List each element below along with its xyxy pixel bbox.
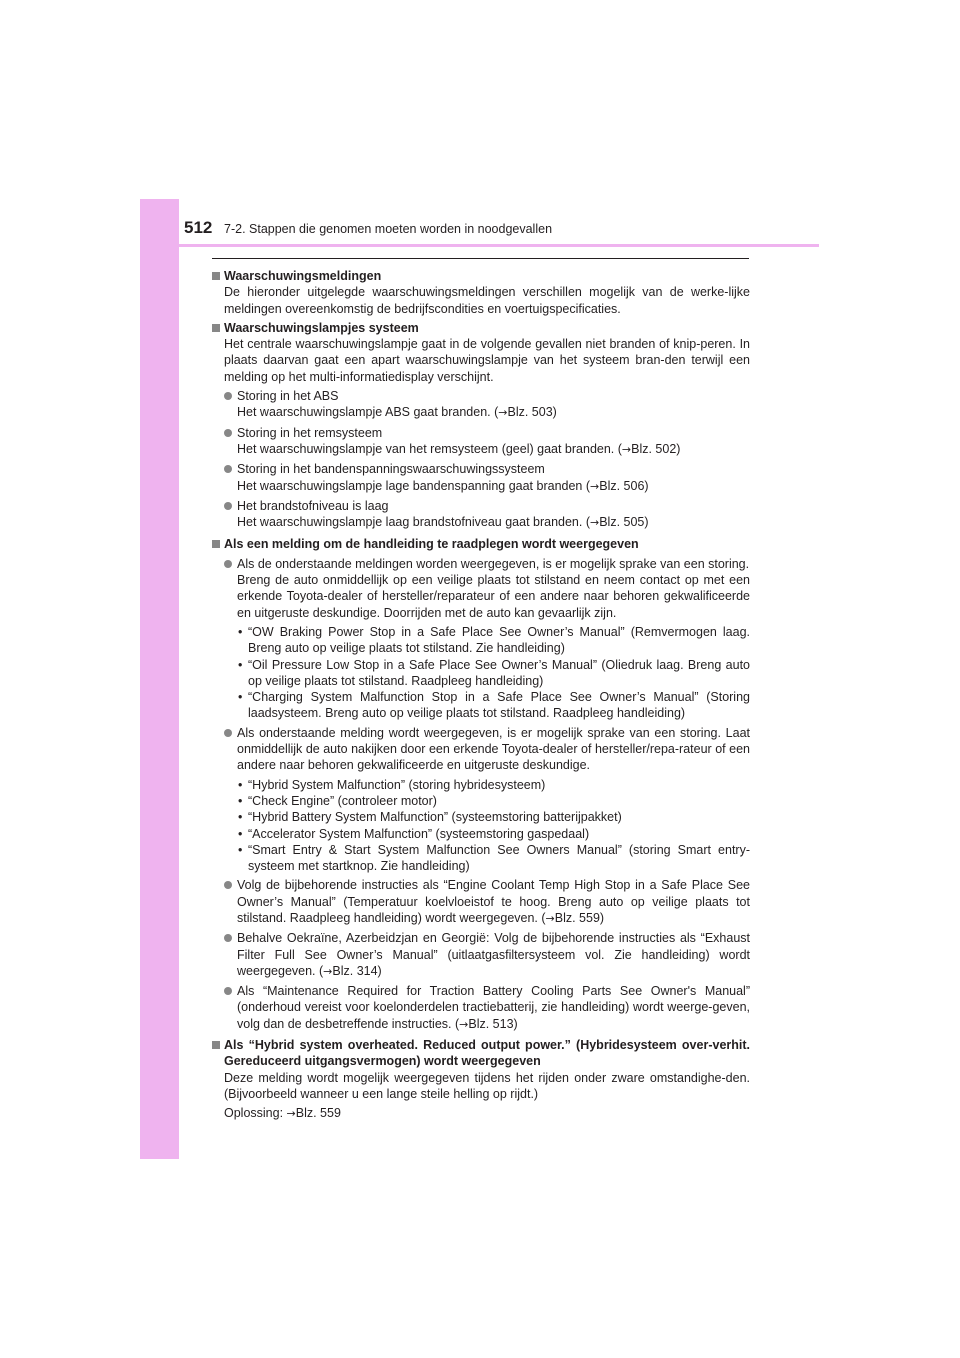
paragraph: De hieronder uitgelegde waarschuwingsmeldingen verschillen mogelijk van de werke-lijke meldingen overeenkomstig de bedrijfscondities en voertuigspecificaties. bbox=[224, 285, 750, 316]
list-item bbox=[224, 983, 750, 1033]
list-item bbox=[224, 725, 750, 774]
arrow-right-icon: → bbox=[323, 964, 333, 978]
item-text: Het waarschuwingslampje van het remsysteem (geel) gaat branden. (→Blz. 502) bbox=[237, 441, 681, 456]
square-bullet-icon bbox=[212, 1041, 220, 1049]
list-item bbox=[224, 877, 750, 927]
bullet-marker: • bbox=[238, 657, 243, 672]
page-reference[interactable]: Blz. 513) bbox=[468, 1016, 518, 1031]
header-rule bbox=[140, 244, 819, 247]
item-text: Het waarschuwingslampje lage bandenspanning gaat branden (→Blz. 506) bbox=[237, 478, 649, 493]
bullet-text: “Charging System Malfunction Stop in a Safe Place See Owner’s Manual” (Storing laadsysteem. Breng auto op veilige plaats tot stilstand. Raadpleeg handleiding) bbox=[248, 690, 750, 721]
section-heading bbox=[212, 320, 750, 336]
page-reference[interactable]: Blz. 559 bbox=[295, 1106, 341, 1121]
bullet-marker: • bbox=[238, 690, 243, 705]
square-bullet-icon bbox=[212, 272, 220, 280]
page-reference[interactable]: Blz. 559) bbox=[554, 910, 605, 925]
page-reference[interactable]: Blz. 502) bbox=[631, 441, 681, 456]
circle-bullet-icon bbox=[224, 881, 232, 889]
arrow-right-icon: → bbox=[545, 911, 555, 925]
bullet-text: “Hybrid System Malfunction” (storing hybridesysteem) bbox=[248, 777, 546, 792]
bullet-text: “Check Engine” (controleer motor) bbox=[248, 793, 437, 808]
item-text: Breng de auto onmiddellijk op een veilige plaats tot stilstand en neem contact op met een erkende Toyota-dealer of hersteller/reparateur of een andere naar behoren gekwalificeerde en uitgeruste deskundige. Doorrijden met de auto kan gevaarlijk zijn. bbox=[237, 573, 750, 620]
content-top-rule bbox=[212, 258, 749, 259]
list-item bbox=[224, 556, 750, 621]
list-item bbox=[224, 425, 750, 459]
list-item bbox=[224, 461, 750, 495]
circle-bullet-icon bbox=[224, 987, 232, 995]
item-text: Behalve Oekraïne, Azerbeidzjan en Georgië: Volg de bijbehorende instructies als “Exhaust Filter Full See Owner’s Manual” (uitlaatgasfiltersysteem vol. Zie handleiding) wordt weergegeven. (→Blz. 314) bbox=[237, 931, 750, 978]
arrow-right-icon: → bbox=[621, 442, 632, 456]
running-header: 7-2. Stappen die genomen moeten worden in noodgevallen bbox=[224, 222, 553, 236]
page-reference[interactable]: Blz. 503) bbox=[507, 405, 557, 420]
circle-bullet-icon bbox=[224, 729, 232, 737]
circle-bullet-icon bbox=[224, 465, 232, 473]
bullet-marker: • bbox=[238, 826, 243, 841]
circle-bullet-icon bbox=[224, 560, 232, 568]
bullet-text: “OW Braking Power Stop in a Safe Place See Owner’s Manual” (Remvermogen laag. Breng auto op veilige plaats tot stilstand. Zie handleiding) bbox=[248, 624, 750, 656]
bullet-text: “Smart Entry & Start System Malfunction See Owners Manual” (storing Smart entry-systeem met startknop. Zie handleiding) bbox=[248, 842, 750, 874]
arrow-right-icon: → bbox=[286, 1107, 296, 1121]
arrow-right-icon: → bbox=[459, 1017, 469, 1031]
bullet-marker: • bbox=[238, 777, 243, 792]
heading-text: Waarschuwingslampjes systeem bbox=[224, 320, 419, 335]
bullet-text: “Oil Pressure Low Stop in a Safe Place See Owner’s Manual” (Oliedruk laag. Breng auto op veilige plaats tot stilstand. Raadpleeg handleiding) bbox=[248, 657, 750, 688]
heading-text: Waarschuwingsmeldingen bbox=[224, 269, 382, 283]
side-tab-strip bbox=[140, 199, 179, 1159]
section-heading bbox=[212, 1037, 750, 1070]
page-reference[interactable]: Blz. 505) bbox=[599, 515, 649, 530]
item-title: Het brandstofniveau is laag bbox=[237, 498, 389, 513]
item-text: Volg de bijbehorende instructies als “Engine Coolant Temp High Stop in a Safe Place See Owner’s Manual” (Temperatuur koelvloeistof te hoog. Breng auto op veilige plaats tot stilstand. Raadpleeg handleiding) wordt weergegeven. (→Blz. 559) bbox=[237, 878, 750, 925]
item-text: Als onderstaande melding wordt weergegeven, is er mogelijk sprake van een storing. Laat onmiddellijk de auto nakijken door een erkende Toyota-dealer of hersteller/repa-rateur of een andere naar behoren gekwalificeerde en uitgeruste deskundige. bbox=[237, 725, 750, 773]
arrow-right-icon: → bbox=[590, 479, 600, 493]
section-heading bbox=[212, 536, 750, 552]
arrow-right-icon: → bbox=[498, 406, 508, 420]
page-number: 512 bbox=[184, 218, 213, 237]
item-text: Als de onderstaande meldingen worden weergegeven, is er mogelijk sprake van een storing. bbox=[237, 556, 750, 571]
list-item bbox=[224, 930, 750, 980]
solution-line: Oplossing: →Blz. 559 bbox=[224, 1106, 341, 1121]
item-text: Het waarschuwingslampje laag brandstofniveau gaat branden. (→Blz. 505) bbox=[237, 515, 649, 530]
item-title: Storing in het bandenspanningswaarschuwingssysteem bbox=[237, 462, 545, 477]
arrow-right-icon: → bbox=[590, 516, 600, 530]
circle-bullet-icon bbox=[224, 502, 232, 510]
bullet-list bbox=[238, 624, 750, 722]
square-bullet-icon bbox=[212, 324, 220, 332]
paragraph: Deze melding wordt mogelijk weergegeven tijdens het rijden onder zware omstandighe-den. (Bijvoorbeeld wanneer u een lange steile helling op rijdt.) bbox=[224, 1070, 750, 1101]
heading-text: Als “Hybrid system overheated. Reduced output power.” (Hybridesysteem over-verhit. Gereduceerd uitgangsvermogen) wordt weergegeven bbox=[224, 1038, 750, 1069]
section-heading bbox=[212, 268, 750, 284]
bullet-marker: • bbox=[238, 842, 243, 857]
bullet-marker: • bbox=[238, 624, 243, 639]
bullet-text: “Accelerator System Malfunction” (systeemstoring gaspedaal) bbox=[248, 826, 590, 841]
bullet-marker: • bbox=[238, 793, 243, 808]
heading-text: Als een melding om de handleiding te raadplegen wordt weergegeven bbox=[224, 537, 639, 552]
circle-bullet-icon bbox=[224, 429, 232, 437]
item-title: Storing in het remsysteem bbox=[237, 425, 383, 440]
list-item bbox=[224, 388, 750, 422]
page-content bbox=[212, 266, 750, 1126]
circle-bullet-icon bbox=[224, 934, 232, 942]
bullet-list bbox=[238, 777, 750, 875]
page-reference[interactable]: Blz. 506) bbox=[599, 478, 649, 493]
paragraph: Het centrale waarschuwingslampje gaat in de volgende gevallen niet branden of knip-peren. In plaats daarvan gaat een apart waarschuwingslampje van het systeem bran-den terwijl een melding op het multi-informatiedisplay verschijnt. bbox=[224, 337, 750, 384]
item-text: Het waarschuwingslampje ABS gaat branden. (→Blz. 503) bbox=[237, 405, 557, 420]
bullet-marker: • bbox=[238, 810, 243, 825]
bullet-text: “Hybrid Battery System Malfunction” (systeemstoring batterijpakket) bbox=[248, 810, 622, 825]
circle-bullet-icon bbox=[224, 392, 232, 400]
list-item bbox=[224, 498, 750, 532]
item-text: Als “Maintenance Required for Traction Battery Cooling Parts See Owner's Manual” (onderhoud vereist voor koelonderdelen tractiebatterij, zie handleiding) wordt weerge-geven, volg dan de desbetreffende instructies. (→Blz. 513) bbox=[237, 984, 750, 1031]
page-reference[interactable]: Blz. 314) bbox=[332, 963, 382, 978]
item-title: Storing in het ABS bbox=[237, 389, 339, 404]
square-bullet-icon bbox=[212, 540, 220, 548]
